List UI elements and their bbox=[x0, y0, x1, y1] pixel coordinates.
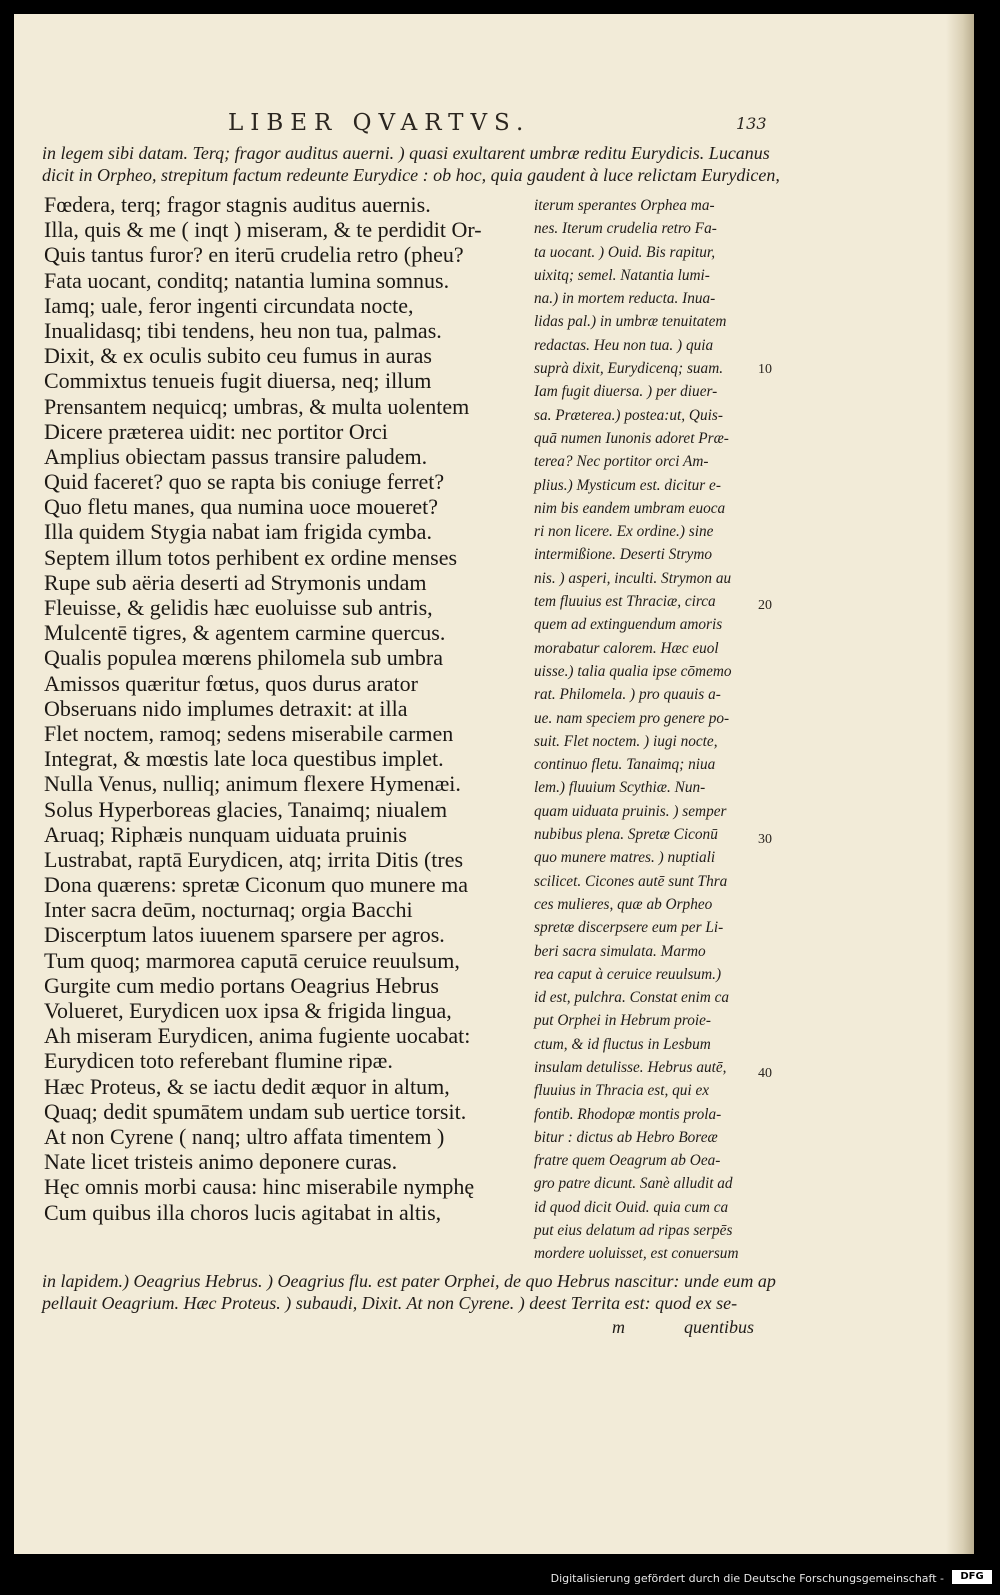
verse-line: Dona quærens: spretæ Ciconum quo munere ma bbox=[44, 872, 469, 898]
verse-line: Commixtus tenueis fugit diuersa, neq; illum bbox=[44, 368, 432, 394]
commentary-line: spretæ discerpsere eum per Li- bbox=[534, 919, 724, 937]
verse-line: Fœdera, terq; fragor stagnis auditus auernis. bbox=[44, 192, 431, 217]
book-page bbox=[14, 14, 974, 1554]
verse-line: Lustrabat, raptā Eurydicen, atq; irrita Ditis (tres bbox=[44, 846, 464, 872]
commentary-column bbox=[534, 194, 759, 1266]
commentary-line: terea? Nec portitor orci Am- bbox=[534, 453, 709, 471]
verse-line: Aruaq; Riphæis nunquam uiduata pruinis bbox=[44, 821, 407, 847]
commentary-line: tem fluuius est Thraciæ, circa bbox=[534, 593, 716, 611]
commentary-line: Iam fugit diuersa. ) per diuer- bbox=[534, 383, 718, 401]
commentary-line: ri non licere. Ex ordine.) sine bbox=[534, 523, 714, 541]
top-commentary-line: in legem sibi datam. Terq; fragor auditus auerni. ) quasi exultarent umbræ reditu Eurydicis. Lucanus bbox=[42, 143, 770, 163]
commentary-line: quem ad extinguendum amoris bbox=[534, 616, 723, 634]
commentary-line: plius.) Mysticum est. dicitur e- bbox=[534, 476, 721, 494]
line-number: 20 bbox=[758, 598, 772, 613]
commentary-line: fluuius in Thracia est, qui ex bbox=[534, 1082, 710, 1100]
verse-line: Prensantem nequicq; umbras, & multa uolentem bbox=[44, 393, 470, 419]
verse-line: Illa quidem Stygia nabat iam frigida cymba. bbox=[44, 519, 432, 545]
verse-line: Quaq; dedit spumātem undam sub uertice torsit. bbox=[44, 1098, 467, 1124]
verse-line: Amplius obiectam passus transire paludem. bbox=[44, 443, 428, 469]
commentary-line: fontib. Rhodopæ montis prola- bbox=[534, 1105, 722, 1123]
commentary-line: fratre quem Oeagrum ab Oea- bbox=[534, 1152, 721, 1170]
verse-line: Mulcentē tigres, & agentem carmine quercus. bbox=[44, 620, 446, 646]
commentary-line: scilicet. Cicones autē sunt Thra bbox=[534, 872, 728, 890]
commentary-line: iterum sperantes Orphea ma- bbox=[534, 197, 715, 214]
running-head: LIBER QVARTVS. bbox=[228, 110, 531, 136]
verse-line: Dicere præterea uidit: nec portitor Orci bbox=[44, 418, 388, 444]
commentary-line: morabatur calorem. Hæc euol bbox=[534, 639, 719, 657]
commentary-line: rat. Philomela. ) pro quauis a- bbox=[534, 686, 721, 704]
page-number: 133 bbox=[736, 114, 767, 133]
page-edge-shadow bbox=[946, 14, 974, 1554]
verse-line: At non Cyrene ( nanq; ultro affata timentem ) bbox=[44, 1123, 445, 1149]
verse-line: Fata uocant, conditq; natantia lumina somnus. bbox=[44, 267, 450, 293]
line-number: 40 bbox=[758, 1066, 772, 1081]
commentary-line: id est, pulchra. Constat enim ca bbox=[534, 989, 730, 1007]
verse-line: Ah miseram Eurydicen, anima fugiente uocabat: bbox=[44, 1023, 471, 1049]
bottom-commentary-line: in lapidem.) Oeagrius Hebrus. ) Oeagrius flu. est pater Orphei, de quo Hebrus nascitur: unde eum ap bbox=[42, 1271, 776, 1291]
verse-line: Illa, quis & me ( inqt ) miseram, & te perdidit Or- bbox=[44, 217, 482, 243]
verse-line: Quis tantus furor? en iterū crudelia retro (pheu? bbox=[44, 242, 464, 268]
bottom-commentary-line: pellauit Oeagrium. Hæc Proteus. ) subaudi, Dixit. At non Cyrene. ) deest Territa est: quod ex se- bbox=[42, 1293, 738, 1313]
commentary-line: put eius delatum ad ripas serpēs bbox=[534, 1222, 733, 1240]
line-number: 10 bbox=[758, 362, 772, 377]
commentary-line: id quod dicit Ouid. quia cum ca bbox=[534, 1198, 729, 1216]
commentary-line: ta uocant. ) Ouid. Bis rapitur, bbox=[534, 243, 716, 261]
verse-line: Quid faceret? quo se rapta bis coniuge ferret? bbox=[44, 469, 445, 495]
commentary-line: beri sacra simulata. Marmo bbox=[534, 942, 706, 960]
commentary-line: gro patre dicunt. Sanè alludit ad bbox=[534, 1175, 733, 1193]
commentary-line: quā numen Iunonis adoret Præ- bbox=[534, 429, 729, 447]
commentary-line: ue. nam speciem pro genere po- bbox=[534, 709, 730, 727]
verse-line: Rupe sub aëria deserti ad Strymonis undam bbox=[44, 569, 427, 595]
verse-line: Inualidasq; tibi tendens, heu non tua, palmas. bbox=[44, 317, 442, 343]
top-commentary-line: dicit in Orpheo, strepitum factum redeunte Eurydice : ob hoc, quia gaudent à luce relictam Eurydicen, bbox=[42, 165, 780, 185]
commentary-line: mordere uoluisset, est conuersum bbox=[534, 1245, 739, 1263]
verse-column bbox=[44, 192, 544, 1225]
verse-line: Gurgite cum medio portans Oeagrius Hebrus bbox=[44, 972, 439, 998]
footer-credit: Digitalisierung gefördert durch die Deutsche Forschungsgemeinschaft - bbox=[550, 1572, 944, 1585]
verse-line: Volueret, Eurydicen uox ipsa & frigida lingua, bbox=[44, 998, 452, 1023]
verse-line: Hæc Proteus, & se iactu dedit æquor in altum, bbox=[44, 1073, 450, 1099]
commentary-line: quam uiduata pruinis. ) semper bbox=[534, 802, 727, 820]
verse-line: Obseruans nido implumes detraxit: at illa bbox=[44, 695, 408, 721]
commentary-line: nes. Iterum crudelia retro Fa- bbox=[534, 220, 717, 238]
commentary-line: continuo fletu. Tanaimq; niua bbox=[534, 756, 716, 774]
verse-line: Cum quibus illa choros lucis agitabat in altis, bbox=[44, 1199, 442, 1225]
verse-line: Solus Hyperboreas glacies, Tanaimq; niualem bbox=[44, 796, 448, 822]
commentary-line: bitur : dictus ab Hebro Boreæ bbox=[534, 1128, 718, 1146]
top-commentary bbox=[42, 142, 780, 186]
verse-line: Discerptum latos iuuenem sparsere per agros. bbox=[44, 922, 445, 948]
commentary-line: quo munere matres. ) nuptiali bbox=[534, 849, 716, 867]
commentary-line: intermißione. Deserti Strymo bbox=[534, 546, 713, 564]
verse-line: Eurydicen toto referebant flumine ripæ. bbox=[44, 1048, 393, 1074]
verse-line: Quo fletu manes, qua numina uoce moueret? bbox=[44, 494, 439, 520]
signature-mark: m bbox=[612, 1317, 625, 1337]
verse-line: Nate licet tristeis animo deponere curas. bbox=[44, 1149, 398, 1175]
commentary-line: rea caput à ceruice reuulsum.) bbox=[534, 965, 722, 983]
commentary-line: na.) in mortem reducta. Inua- bbox=[534, 290, 716, 308]
commentary-line: ces mulieres, quæ ab Orpheo bbox=[534, 895, 713, 913]
verse-line: Integrat, & mœstis late loca questibus implet. bbox=[44, 746, 444, 772]
verse-line: Hęc omnis morbi causa: hinc miserabile nymphę bbox=[44, 1174, 475, 1200]
verse-line: Qualis populea mœrens philomela sub umbra bbox=[44, 645, 443, 671]
verse-line: Nulla Venus, nulliq; animum flexere Hymenæi. bbox=[44, 771, 461, 797]
commentary-line: nis. ) asperi, inculti. Strymon au bbox=[534, 569, 732, 587]
verse-line: Iamq; uale, feror ingenti circundata nocte, bbox=[44, 292, 414, 318]
commentary-line: redactas. Heu non tua. ) quia bbox=[534, 336, 714, 354]
verse-line: Inter sacra deūm, nocturnaq; orgia Bacchi bbox=[44, 897, 413, 923]
verse-line: Dixit, & ex oculis subito ceu fumus in auras bbox=[44, 343, 432, 369]
verse-line: Amissos quæritur fœtus, quos durus arator bbox=[44, 670, 418, 696]
line-number: 30 bbox=[758, 832, 772, 847]
verse-line: Fleuisse, & gelidis hæc euoluisse sub antris, bbox=[44, 595, 433, 620]
commentary-line: lem.) fluuium Scythiæ. Nun- bbox=[534, 779, 706, 797]
catchword: quentibus bbox=[684, 1317, 754, 1337]
bottom-commentary bbox=[42, 1270, 776, 1314]
dfg-logo: DFG bbox=[952, 1570, 992, 1584]
commentary-line: lidas pal.) in umbræ tenuitatem bbox=[534, 313, 727, 331]
commentary-line: nim bis eandem umbram euoca bbox=[534, 499, 726, 517]
footer-bar bbox=[0, 1555, 1000, 1595]
commentary-line: put Orphei in Hebrum proie- bbox=[534, 1012, 712, 1030]
commentary-line: nubibus plena. Spretæ Ciconū bbox=[534, 826, 718, 844]
commentary-line: uisse.) talia qualia ipse cōmemo bbox=[534, 662, 732, 680]
verse-line: Flet noctem, ramoq; sedens miserabile carmen bbox=[44, 720, 454, 746]
commentary-line: insulam detulisse. Hebrus autē, bbox=[534, 1058, 727, 1076]
commentary-line: suprà dixit, Eurydicenq; suam. bbox=[534, 360, 724, 378]
verse-line: Tum quoq; marmorea caputā ceruice reuulsum, bbox=[44, 947, 460, 973]
verse-line: Septem illum totos perhibent ex ordine menses bbox=[44, 544, 458, 570]
commentary-line: uixitq; semel. Natantia lumi- bbox=[534, 266, 710, 284]
commentary-line: ctum, & id fluctus in Lesbum bbox=[534, 1035, 711, 1053]
commentary-line: suit. Flet noctem. ) iugi nocte, bbox=[534, 732, 718, 750]
commentary-line: sa. Præterea.) postea:ut, Quis- bbox=[534, 406, 723, 424]
